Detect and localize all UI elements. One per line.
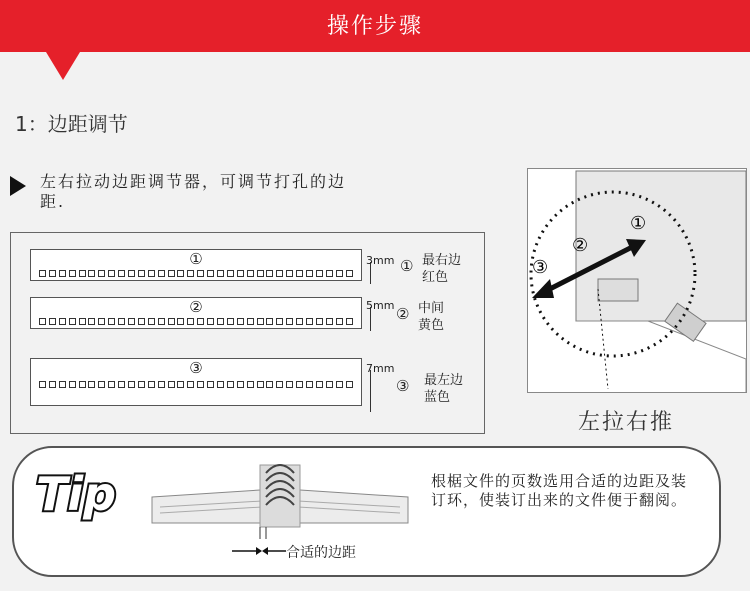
diagram-label: ① <box>630 213 647 234</box>
punch-hole <box>247 381 254 388</box>
punch-hole <box>237 270 244 277</box>
label-position: 最右边 <box>422 253 462 268</box>
strip-number: ③ <box>189 359 203 377</box>
punch-hole <box>346 318 353 325</box>
punch-hole <box>276 270 283 277</box>
punch-hole <box>266 270 273 277</box>
header-banner <box>0 0 750 52</box>
intro-text: 左右拉动边距调节器，可调节打孔的边距. <box>40 172 347 211</box>
punch-hole <box>138 381 145 388</box>
punch-hole <box>346 270 353 277</box>
punch-hole <box>336 381 343 388</box>
punch-hole <box>138 318 145 325</box>
punch-hole <box>207 270 214 277</box>
punch-hole <box>128 318 135 325</box>
page-title: 操作步骤 <box>326 14 423 39</box>
punch-hole <box>207 318 214 325</box>
punch-hole <box>168 318 175 325</box>
punch-hole <box>336 270 343 277</box>
punch-hole <box>257 318 264 325</box>
label-number: ③ <box>396 377 410 395</box>
punch-hole <box>59 270 66 277</box>
strip-number: ① <box>189 250 203 268</box>
book-binding-illustration <box>150 455 410 540</box>
punch-hole <box>39 270 46 277</box>
punch-hole <box>158 270 165 277</box>
punch-hole <box>108 270 115 277</box>
punch-hole <box>39 318 46 325</box>
punch-hole <box>227 318 234 325</box>
paper-strip-1 <box>30 249 362 281</box>
punch-hole <box>118 381 125 388</box>
punch-hole <box>108 318 115 325</box>
punch-hole <box>257 381 264 388</box>
punch-hole <box>316 270 323 277</box>
punch-hole <box>276 318 283 325</box>
punch-hole <box>296 381 303 388</box>
punch-hole <box>128 381 135 388</box>
punch-hole <box>286 318 293 325</box>
punch-hole <box>306 270 313 277</box>
paper-strip-3 <box>30 358 362 406</box>
punch-hole <box>118 270 125 277</box>
punch-hole <box>138 270 145 277</box>
punch-hole <box>326 270 333 277</box>
diagram-label: ③ <box>532 257 549 278</box>
punch-hole <box>316 381 323 388</box>
hole-row <box>39 381 353 388</box>
punch-hole <box>148 318 155 325</box>
punch-hole <box>187 381 194 388</box>
punch-hole <box>197 270 204 277</box>
punch-hole <box>177 381 184 388</box>
punch-hole <box>326 318 333 325</box>
label-number: ② <box>396 305 410 323</box>
punch-hole <box>217 270 224 277</box>
punch-hole <box>98 270 105 277</box>
punch-hole <box>306 318 313 325</box>
adjuster-illustration <box>528 169 746 392</box>
punch-hole <box>158 381 165 388</box>
banner-pointer <box>46 52 80 80</box>
paper-strip-2 <box>30 297 362 329</box>
punch-hole <box>69 318 76 325</box>
punch-hole <box>217 318 224 325</box>
label-color: 蓝色 <box>424 390 451 405</box>
punch-hole <box>296 270 303 277</box>
strip-label-3 <box>396 372 482 408</box>
punch-hole <box>316 318 323 325</box>
punch-hole <box>207 381 214 388</box>
punch-hole <box>118 318 125 325</box>
punch-hole <box>168 270 175 277</box>
punch-hole <box>98 381 105 388</box>
punch-hole <box>158 318 165 325</box>
punch-hole <box>197 318 204 325</box>
punch-hole <box>49 318 56 325</box>
punch-hole <box>326 381 333 388</box>
pull-push-label: 左拉右推 <box>578 410 675 435</box>
triangle-bullet-icon <box>10 176 26 196</box>
margin-value-3: 7mm <box>366 362 395 375</box>
tip-logo-text: Tip <box>36 467 117 521</box>
punch-hole <box>69 270 76 277</box>
punch-hole <box>59 318 66 325</box>
margin-caption: 合适的边距 <box>286 545 356 561</box>
margin-value-1: 3mm <box>366 254 395 267</box>
margin-value-2: 5mm <box>366 299 395 312</box>
punch-hole <box>39 381 46 388</box>
punch-hole <box>69 381 76 388</box>
punch-hole <box>88 270 95 277</box>
punch-hole <box>187 318 194 325</box>
punch-hole <box>306 381 313 388</box>
punch-hole <box>296 318 303 325</box>
strip-number: ② <box>189 298 203 316</box>
punch-hole <box>197 381 204 388</box>
punch-hole <box>247 270 254 277</box>
punch-hole <box>227 381 234 388</box>
tip-logo <box>34 462 134 522</box>
punch-hole <box>276 381 283 388</box>
punch-hole <box>79 270 86 277</box>
hole-row <box>39 318 353 325</box>
punch-hole <box>286 381 293 388</box>
punch-hole <box>88 381 95 388</box>
label-position: 中间 <box>418 301 445 316</box>
section-title: 1：边距调节 <box>15 112 128 136</box>
punch-hole <box>168 381 175 388</box>
punch-hole <box>49 381 56 388</box>
punch-hole <box>217 381 224 388</box>
punch-hole <box>346 381 353 388</box>
label-number: ① <box>400 257 414 275</box>
punch-hole <box>98 318 105 325</box>
punch-hole <box>177 318 184 325</box>
punch-hole <box>286 270 293 277</box>
punch-hole <box>237 318 244 325</box>
punch-hole <box>257 270 264 277</box>
punch-hole <box>187 270 194 277</box>
label-color: 红色 <box>422 270 449 285</box>
punch-hole <box>49 270 56 277</box>
hole-row <box>39 270 353 277</box>
punch-hole <box>79 318 86 325</box>
margin-line-3 <box>370 370 371 412</box>
label-color: 黄色 <box>418 318 445 333</box>
punch-hole <box>79 381 86 388</box>
adjuster-diagram <box>527 168 747 393</box>
punch-hole <box>148 270 155 277</box>
punch-hole <box>108 381 115 388</box>
strip-label-2 <box>396 300 476 336</box>
tip-text: 根椐文件的页数选用合适的边距及装订环，使装订出来的文件便于翻阅。 <box>431 472 688 509</box>
strip-label-1 <box>400 252 480 288</box>
punch-hole <box>247 318 254 325</box>
punch-hole <box>336 318 343 325</box>
punch-hole <box>128 270 135 277</box>
punch-hole <box>177 270 184 277</box>
label-position: 最左边 <box>424 373 464 388</box>
punch-hole <box>59 381 66 388</box>
margin-arrow-icon <box>232 544 286 558</box>
punch-hole <box>266 381 273 388</box>
punch-hole <box>148 381 155 388</box>
punch-hole <box>227 270 234 277</box>
punch-hole <box>266 318 273 325</box>
punch-hole <box>88 318 95 325</box>
punch-hole <box>237 381 244 388</box>
diagram-label: ② <box>572 235 589 256</box>
